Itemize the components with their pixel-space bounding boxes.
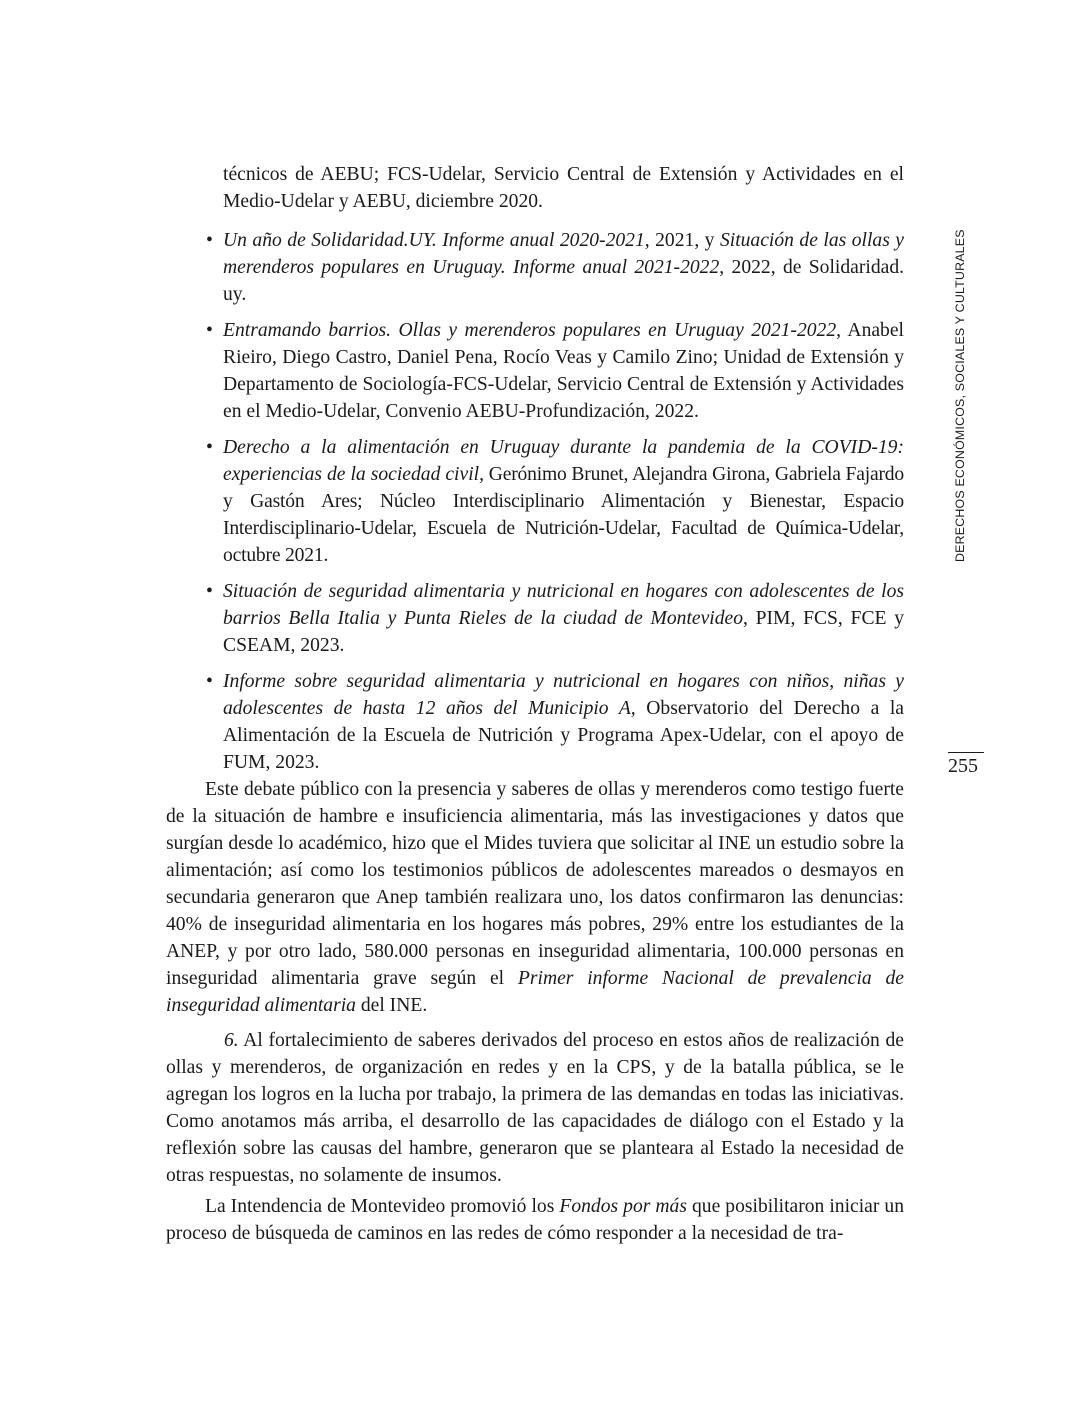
bullet-icon: • (206, 671, 213, 692)
reference-list (206, 227, 904, 785)
bullet-icon: • (206, 230, 213, 251)
page-number: 255 (948, 752, 984, 778)
paragraph-text: Este debate público con la presencia y saberes de ollas y merenderos como testigo fuerte de la situación de hambre e insuficiencia alimentaria, más las investigaciones y datos que surgían desde lo académico, hizo que el Mides tuviera que solicitar al INE un estudio sobre la alimentación; así como los testimonios públicos de adolescentes mareados o desmayos en secundaria generaron que Anep también realizara uno, los datos confirmaron las denuncias: 40% de inseguridad alimentaria en los hogares más pobres, 29% entre los estudiantes de la ANEP, y por otro lado, 580.000 personas en inseguridad alimentaria, 100.000 personas en inseguridad alimentaria grave según el (166, 779, 904, 989)
list-item (206, 578, 904, 659)
reference-text: Gerónimo Brunet, Alejandra Girona, Gabriela Fajardo y Gastón Ares; Núcleo Interdisciplinario Alimentación y Bienestar, Espacio Interdisciplinario-Udelar, Escuela de Nutrición-Udelar, Facultad de Química-Udelar, octubre 2021. (223, 464, 904, 566)
paragraph-text: La Intendencia de Montevideo promovió los (205, 1196, 560, 1217)
reference-title: Situación de seguridad alimentaria y nutricional en hogares con adolescentes de los barrios Bella Italia y Punta Rieles de la ciudad de Montevideo (223, 581, 904, 629)
reference-title: Informe sobre seguridad alimentaria y nutricional en hogares con niños, niñas y adolescentes de hasta 12 años del Municipio A, (223, 671, 904, 719)
paragraph-text: Al fortalecimiento de saberes derivados del proceso en estos años de realización de ollas y merenderos, de organización en redes y en la CPS, y de la batalla pública, se le agregan los logros en la lucha por trabajo, la primera de las demandas en todas las iniciativas. Como anotamos más arriba, el desarrollo de las capacidades de diálogo con el Estado y la reflexión sobre las causas del hambre, generaron que se planteara al Estado la necesidad de otras respuestas, no solamente de insumos. (166, 1030, 904, 1186)
bullet-icon: • (206, 320, 213, 341)
reference-title: Derecho a la alimentación en Uruguay durante la pandemia de la COVID-19: experiencias de la sociedad civil, (223, 437, 904, 485)
running-head: DERECHOS ECONÓMICOS, SOCIALES Y CULTURALES (953, 229, 967, 562)
reference-text: , Anabel Rieiro, Diego Castro, Daniel Pena, Rocío Veas y Camilo Zino; Unidad de Extensión y Departamento de Sociología-FCS-Udelar, Servicio Central de Extensión y Actividades en el Medio-Udelar, Convenio AEBU-Profundización, 2022. (223, 320, 904, 422)
paragraph-debate (166, 776, 904, 1019)
list-item (206, 668, 904, 776)
list-item (206, 434, 904, 569)
list-item (206, 317, 904, 425)
list-item-continuation (223, 161, 904, 215)
reference-title: Un año de Solidaridad.UY. Informe anual 2020-2021 (223, 230, 645, 251)
paragraph-intendencia (166, 1193, 904, 1247)
paragraph-point-6 (166, 1027, 904, 1189)
list-item (206, 227, 904, 308)
reference-text: , PIM, FCS, FCE y CSEAM, 2023. (223, 608, 904, 656)
reference-text: , 2021, y (644, 230, 720, 251)
continuation-text: técnicos de AEBU; FCS-Udelar, Servicio Central de Extensión y Actividades en el Medio-Udelar y AEBU, diciembre 2020. (223, 164, 904, 212)
bullet-icon: • (206, 581, 213, 602)
bullet-icon: • (206, 437, 213, 458)
fund-name: Fondos por más (559, 1196, 687, 1217)
report-title: Primer informe Nacional de prevalencia de inseguridad alimentaria (166, 968, 904, 1016)
reference-title: Situación de las ollas y merenderos populares en Uruguay. Informe anual 2021-2022 (223, 230, 904, 278)
reference-title: Entramando barrios. Ollas y merenderos populares en Uruguay 2021-2022 (223, 320, 837, 341)
reference-text: Observatorio del Derecho a la Alimentación de la Escuela de Nutrición y Programa Apex-Udelar, con el apoyo de FUM, 2023. (223, 698, 905, 773)
paragraph-text: del INE. (355, 995, 428, 1016)
reference-text: , 2022, de Solidaridad. uy. (223, 257, 905, 305)
point-number: 6. (224, 1030, 239, 1051)
paragraph-text: que posibilitaron iniciar un proceso de búsqueda de caminos en las redes de cómo responder a la necesidad de tra- (166, 1196, 905, 1244)
